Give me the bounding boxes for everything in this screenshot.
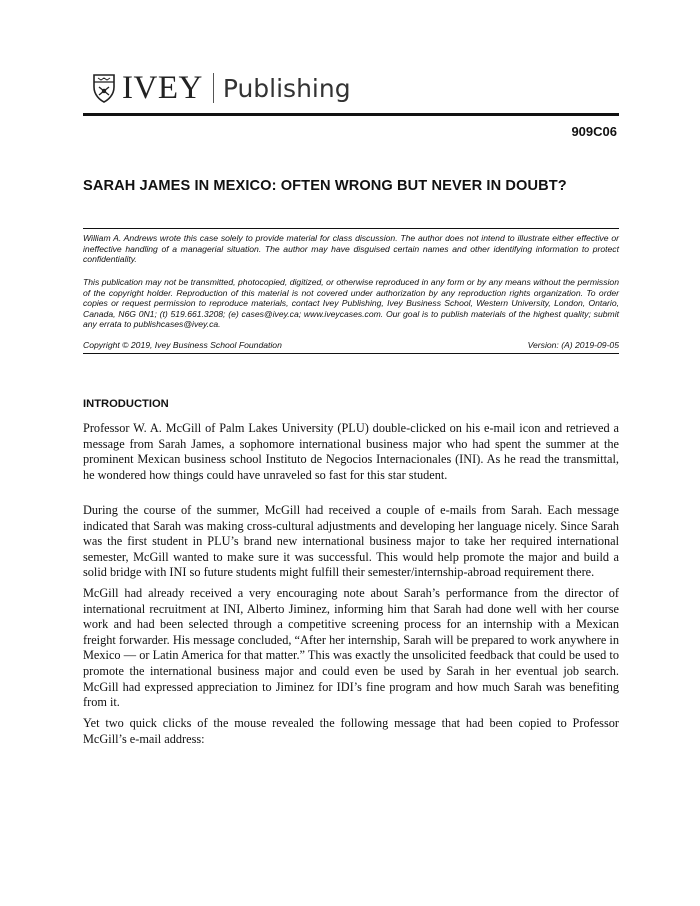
case-number: 909C06	[571, 124, 617, 139]
section-heading: INTRODUCTION	[83, 398, 169, 410]
logo-divider	[213, 73, 214, 103]
notice-top-rule	[83, 228, 619, 229]
version-text: Version: (A) 2019-09-05	[527, 340, 619, 350]
notice-bottom-rule	[83, 353, 619, 354]
paragraph: McGill had already received a very encouraging note about Sarah’s performance from the director of international recruitment at INI, Alberto Jiminez, informing him that Sarah had done well with her course work and had been selected through a competitive screening process for an internship with a Mexican freight forwarder. His message concluded, “After her internship, Sarah will be prepared to work anywhere in Mexico — or Latin America for that matter.” This was exactly the unsolicited feedback that could be used to promote the international business major and could even be used by Sarah in her eventual job search. McGill had expressed appreciation to Jiminez for IDI’s fine program and how much Sarah was benefiting from it.	[83, 586, 619, 710]
copyright-line	[83, 340, 619, 351]
rights-note: This publication may not be transmitted, photocopied, digitized, or otherwise reproduced in any form or by any means without the permission of the copyright holder. Reproduction of this material is not covered under authorization by any reproduction rights organization. To order copies or request permission to reproduce materials, contact Ivey Publishing, Ivey Business School, Western University, London, Ontario, Canada, N6G 0N1; (t) 519.661.3208; (e) cases@ivey.ca; www.iveycases.com. Our goal is to publish materials of the highest quality; submit any errata to publishcases@ivey.ca.	[83, 277, 619, 330]
shield-crest-icon	[92, 73, 116, 103]
paragraph: During the course of the summer, McGill had received a couple of e-mails from Sarah. Each message indicated that Sarah was making cross-cultural adjustments and developing her language nicely. Since Sarah was the first student in PLU’s brand new international business major to take her required international semester, McGill wanted to make sure it was successful. This would help promote the major and build a solid bridge with INI so future students might fulfill their semester/internship-abroad requirement there.	[83, 503, 619, 580]
ivey-publishing-logo	[92, 70, 351, 106]
publisher-name: Publishing	[222, 73, 351, 103]
author-note: William A. Andrews wrote this case solely to provide material for class discussion. The author does not intend to illustrate either effective or ineffective handling of a managerial situation. The author may have disguised certain names and other identifying information to protect confidentiality.	[83, 233, 619, 265]
case-title: SARAH JAMES IN MEXICO: OFTEN WRONG BUT NEVER IN DOUBT?	[83, 178, 567, 194]
brand-name: IVEY	[122, 69, 203, 106]
copyright-text: Copyright © 2019, Ivey Business School Foundation	[83, 340, 282, 350]
paragraph: Yet two quick clicks of the mouse revealed the following message that had been copied to Professor McGill’s e-mail address:	[83, 716, 619, 746]
paragraph: Professor W. A. McGill of Palm Lakes University (PLU) double-clicked on his e-mail icon and retrieved a message from Sarah James, a sophomore international business major who had spent the summer at the prominent Mexican business school Instituto de Negocios Internacionales (INI). As he read the transmittal, he wondered how things could have unraveled so fast for this star student.	[83, 421, 619, 482]
header-rule	[83, 113, 619, 116]
